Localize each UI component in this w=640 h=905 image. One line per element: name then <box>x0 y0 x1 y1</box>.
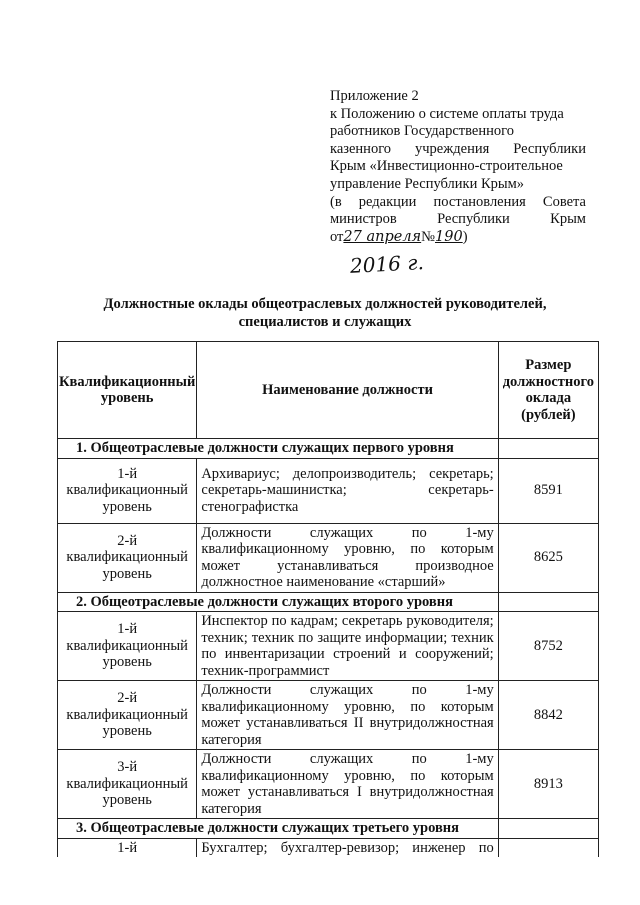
section-row <box>58 592 599 612</box>
table-header-row <box>58 342 599 439</box>
section-title: 1. Общеотраслевые должности служащих первого уровня <box>58 439 499 459</box>
table-row <box>58 681 599 750</box>
appendix-line: работников Государственного <box>330 123 514 140</box>
salary-cell: 8752 <box>498 612 598 681</box>
appendix-block <box>330 88 586 246</box>
appendix-line: Крым «Инвестиционно-строительное <box>330 158 563 175</box>
section-empty-cell <box>498 439 598 459</box>
level-cell: 3-й квалификационный уровень <box>58 750 197 819</box>
position-cell: Бухгалтер; бухгалтер-ревизор; инженер по <box>197 838 498 857</box>
appendix-line: к Положению о системе оплаты труда <box>330 105 564 122</box>
title-line: специалистов и служащих <box>238 314 412 330</box>
appendix-line: казенного учреждения Республики <box>330 140 586 157</box>
handwritten-number: 190 <box>435 228 463 245</box>
appendix-line: управление Республики Крым» <box>330 175 525 192</box>
position-cell: Архивариус; делопроизводитель; секретарь; секретарь-машинистка; секретарь-стенографистка <box>197 458 498 523</box>
salary-table <box>57 341 599 857</box>
position-cell: Должности служащих по 1-му квалификационному уровню, по которым может устанавливаться II внутридолжностная категория <box>197 681 498 750</box>
salary-cell <box>498 838 598 857</box>
appendix-line: министров Республики Крым <box>330 211 586 228</box>
level-cell: 2-й квалификационный уровень <box>58 523 197 592</box>
table-row <box>58 458 599 523</box>
appendix-date-line <box>330 229 586 247</box>
position-cell: Должности служащих по 1-му квалификационному уровню, по которым может устанавливаться производное должностное наименование «старший» <box>197 523 498 592</box>
header-level: Квалификационный уровень <box>58 342 197 439</box>
handwritten-year: 2016 г. <box>349 250 425 278</box>
level-cell: 2-й квалификационный уровень <box>58 681 197 750</box>
appendix-line: (в редакции постановления Совета <box>330 193 586 210</box>
section-empty-cell <box>498 592 598 612</box>
salary-cell: 8842 <box>498 681 598 750</box>
table-row <box>58 750 599 819</box>
title-line: Должностные оклады общеотраслевых должностей руководителей, <box>103 296 547 312</box>
salary-cell: 8913 <box>498 750 598 819</box>
level-cell: 1-й квалификационный уровень <box>58 458 197 523</box>
document-title <box>60 295 590 331</box>
section-row <box>58 819 599 839</box>
level-cell: 1-й квалификационный уровень <box>58 612 197 681</box>
handwritten-date: 27 апреля <box>343 228 422 245</box>
position-cell: Должности служащих по 1-му квалификационному уровню, по которым может устанавливаться I внутридолжностная категория <box>197 750 498 819</box>
section-row <box>58 439 599 459</box>
position-cell: Инспектор по кадрам; секретарь руководителя; техник; техник по защите информации; техник по инвентаризации строений и сооружений; техник-программист <box>197 612 498 681</box>
section-title: 3. Общеотраслевые должности служащих третьего уровня <box>58 819 499 839</box>
section-title: 2. Общеотраслевые должности служащих второго уровня <box>58 592 499 612</box>
table-row <box>58 838 599 857</box>
number-sign: № <box>421 228 435 245</box>
appendix-line: Приложение 2 <box>330 88 419 104</box>
header-position: Наименование должности <box>197 342 498 439</box>
table-row <box>58 523 599 592</box>
table-row <box>58 612 599 681</box>
section-empty-cell <box>498 819 598 839</box>
date-prefix: от <box>330 228 344 245</box>
date-suffix: ) <box>462 228 468 245</box>
level-cell: 1-й <box>58 838 197 857</box>
header-salary: Размер должностного оклада (рублей) <box>498 342 598 439</box>
salary-cell: 8625 <box>498 523 598 592</box>
salary-cell: 8591 <box>498 458 598 523</box>
